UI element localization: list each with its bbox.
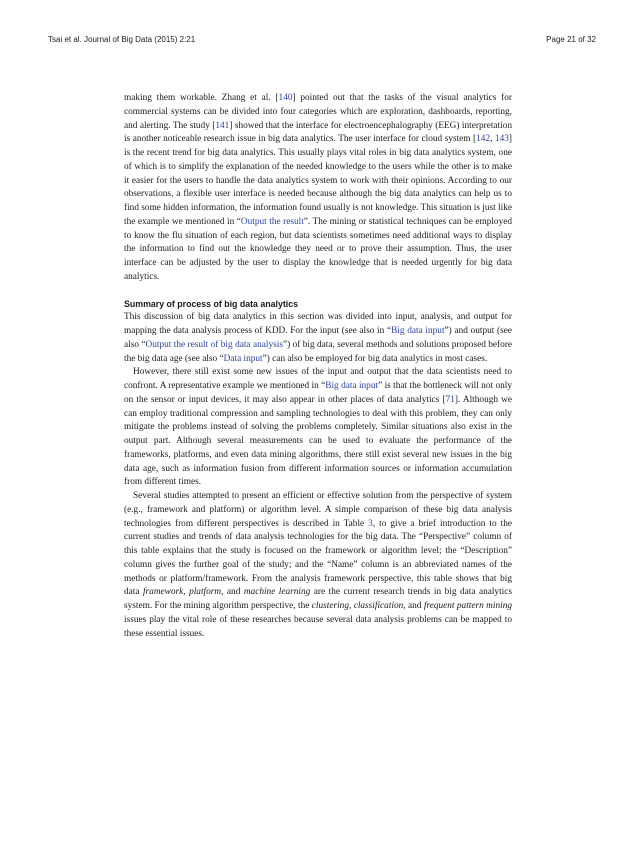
text-span: However, there still exist some new issues of the input and output that the data scientists need to confront. A representative example we mentioned in “ bbox=[124, 367, 512, 391]
section-heading: Summary of process of big data analytics bbox=[124, 298, 299, 309]
table-link-3[interactable]: 3 bbox=[368, 518, 373, 529]
paragraph-comparison bbox=[124, 490, 512, 641]
section-link-big-data-input[interactable]: Big data input bbox=[391, 326, 445, 336]
text-span: ”) can also be employed for big data analytics in most cases. bbox=[262, 353, 488, 364]
emphasis-classification: classification bbox=[353, 601, 404, 611]
text-span: ”) of big data, several methods and solutions proposed before the big data age (see also “ bbox=[124, 339, 513, 364]
text-span: , bbox=[183, 587, 190, 598]
text-span: ”. The mining or statistical techniques can be employed to know the flu situation of each region, but data scientists sometimes need additional ways to display the information to find out the knowledge they need or to prove their assumption. Thus, the user interface can be adjusted by the user to display the knowledge that is needed urgently for big data analytics. bbox=[124, 216, 512, 282]
citation-link-71[interactable]: 71 bbox=[445, 394, 455, 405]
paragraph-summary-intro bbox=[124, 311, 512, 366]
text-span: issues play the vital role of these researches because several data analysis problems can be mapped to these essential issues. bbox=[124, 614, 512, 639]
running-header-citation: Tsai et al. Journal of Big Data (2015) 2:21 bbox=[48, 35, 196, 44]
text-span: , and bbox=[221, 587, 244, 598]
section-link-output-the-result[interactable]: Output the result bbox=[240, 216, 304, 227]
section-link-output-the-result-of-big-data-analysis[interactable]: Output the result of big data analysis bbox=[145, 339, 283, 350]
text-span: Several studies attempted to present an efficient or effective solution from the perspective of system (e.g., framework and platform) or algorithm level. A simple comparison of these big data analysis technologies from different perspectives is described in Table bbox=[124, 491, 512, 529]
text-span: ] is the recent trend for big data analytics. This usually plays vital roles in big data analytics system, one of which is to simplify the explanation of the needed knowledge to the users while the other is to make it easier for the users to handle the data analytics system to work with their opinions. According to our observations, a flexible user interface is needed because although the big data analytics can help us to find some hidden information, the information found usually is not knowledge. This situation is just like the example we mentioned in “ bbox=[124, 134, 512, 227]
section-link-big-data-input-2[interactable]: Big data input bbox=[325, 381, 379, 391]
article-body bbox=[124, 92, 512, 641]
citation-link-142[interactable]: 142 bbox=[476, 134, 491, 145]
text-span: , and bbox=[403, 601, 424, 611]
text-span: ] pointed out that the tasks of the visual analytics for commercial systems can be divided into four categories which are exploration, dashboards, reporting, and alerting. The study [ bbox=[124, 93, 512, 131]
text-span: , to give a brief introduction to the current studies and trends of data analysis technologies for the big data. The “Perspective” column of this table explains that the study is focused on the framework or algorithm level; the “Description” column gives the further goal of the study; and the “Name” column is an abbreviated names of the methods or platform/framework. From the analysis framework perspective, this table shows that big data bbox=[124, 518, 512, 598]
citation-link-141[interactable]: 141 bbox=[215, 120, 230, 131]
text-span: This discussion of big data analytics in this section was divided into input, analysis, and output for mapping the data analysis process of KDD. For the input (see also in “ bbox=[124, 312, 512, 336]
text-span: , bbox=[348, 601, 354, 611]
emphasis-framework: framework bbox=[142, 587, 184, 598]
text-span: ]. Although we can employ traditional compression and sampling technologies to deal with this problem, they can only mitigate the problems instead of solving the problems completely. Similar situations also exist in the output part. Although several measurements can be used to evaluate the performance of the frameworks, platforms, and even data mining algorithms, there still exist several new issues in the big data age, such as information fusion from different information sources or information accumulation from different times. bbox=[124, 394, 512, 488]
section-link-data-input[interactable]: Data input bbox=[223, 353, 263, 364]
text-span: ] showed that the interface for electroencephalography (EEG) interpretation is another noticeable research issue in big data analytics. The user interface for cloud system [ bbox=[124, 120, 512, 145]
text-span: , bbox=[490, 134, 495, 145]
paragraph-user-interface bbox=[124, 92, 512, 285]
emphasis-frequent-pattern-mining: frequent pattern mining bbox=[423, 601, 512, 611]
emphasis-clustering: clustering bbox=[311, 601, 349, 611]
citation-link-140[interactable]: 140 bbox=[278, 93, 293, 103]
text-span: are the current research trends in big data analytics system. For the mining algorithm perspective, the bbox=[124, 587, 512, 611]
text-span: ”) and output (see also “ bbox=[124, 326, 512, 350]
paragraph-new-issues bbox=[124, 366, 512, 490]
text-span: making them workable. Zhang et al. [ bbox=[124, 93, 279, 103]
emphasis-machine-learning: machine learning bbox=[243, 587, 311, 598]
text-span: ” is that the bottleneck will not only on the sensor or input devices, it may also appear in other places of data analytics [ bbox=[124, 381, 512, 405]
page-number: Page 21 of 32 bbox=[546, 35, 596, 44]
citation-link-143[interactable]: 143 bbox=[494, 134, 509, 145]
emphasis-platform: platform bbox=[189, 587, 222, 598]
